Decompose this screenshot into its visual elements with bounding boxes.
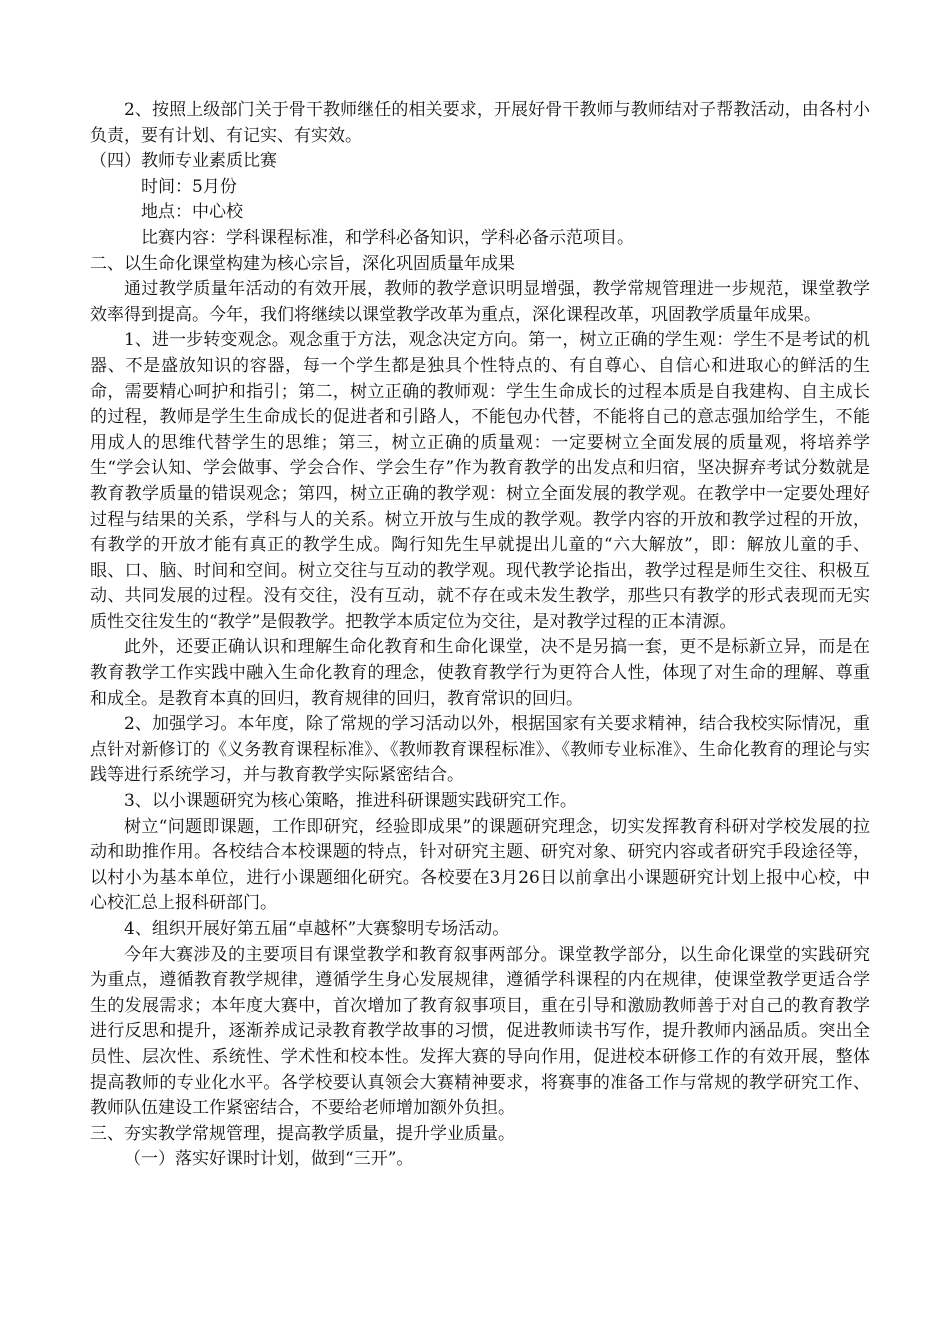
paragraph-research-concept: 树立“问题即课题，工作即研究，经验即成果”的课题研究理念，切实发挥教育科研对学校发展的拉动和助推作用。各校结合本校课题的特点，针对研究主题、研究对象、研究内容或者研究手段途径等，以村小为基本单位，进行小课题细化研究。各校要在3月26日以前拿出小课题研究计划上报中心校，中心校汇总上报科研部门。 bbox=[90, 816, 870, 914]
heading-section-three: 三、夯实教学常规管理，提高教学质量，提升学业质量。 bbox=[90, 1123, 515, 1144]
paragraph-strengthen-learning: 2、加强学习。本年度，除了常规的学习活动以外，根据国家有关要求精神，结合我校实际情况，重点针对新修订的《义务教育课程标准》、《教师教育课程标准》、《教师专业标准》、生命化教育的理论与实践等进行系统学习，并与教育教学实际紧密结合。 bbox=[90, 714, 870, 786]
competition-content: 比赛内容：学科课程标准，和学科必备知识，学科必备示范项目。 bbox=[141, 227, 634, 248]
paragraph-life-education: 此外，还要正确认识和理解生命化教育和生命化课堂，决不是另搞一套，更不是标新立异，而是在教育教学工作实践中融入生命化教育的理念，使教育教学行为更符合人性，体现了对生命的理解、尊重和成全。是教育本真的回归，教育规律的回归，教育常识的回归。 bbox=[90, 637, 870, 709]
document-page bbox=[90, 98, 870, 1173]
paragraph-small-topic-research: 3、以小课题研究为核心策略，推进科研课题实践研究工作。 bbox=[124, 791, 577, 812]
paragraph-quality-year: 通过教学质量年活动的有效开展，教师的教学意识明显增强，教学常规管理进一步规范，课堂教学效率得到提高。今年，我们将继续以课堂教学改革为重点，深化课程改革，巩固教学质量年成果。 bbox=[90, 279, 870, 325]
heading-section-two: 二、以生命化课堂构建为核心宗旨，深化巩固质量年成果 bbox=[90, 253, 515, 274]
paragraph-contest-items: 今年大赛涉及的主要项目有课堂教学和教育叙事两部分。课堂教学部分，以生命化课堂的实践研究为重点，遵循教育教学规律，遵循学生身心发展规律，遵循学科课程的内在规律，使课堂教学更适合学生的发展需求；本年度大赛中，首次增加了教育叙事项目，重在引导和激励教师善于对自己的教育教学进行反思和提升，逐渐养成记录教育教学故事的习惯，促进教师读书写作，提升教师内涵品质。突出全员性、层次性、系统性、学术性和校本性。发挥大赛的导向作用，促进校本研修工作的有效开展，整体提高教师的专业化水平。各学校要认真领会大赛精神要求，将赛事的准备工作与常规的教学研究工作、教师队伍建设工作紧密结合，不要给老师增加额外负担。 bbox=[90, 944, 870, 1119]
competition-time: 时间：5月份 bbox=[141, 176, 237, 197]
paragraph-zhuoyue-cup: 4、组织开展好第五届“卓越杯”大赛黎明专场活动。 bbox=[124, 919, 510, 939]
paragraph-change-concepts: 1、进一步转变观念。观念重于方法，观念决定方向。第一，树立正确的学生观：学生不是考试的机器、不是盛放知识的容器，每一个学生都是独具个性特点的、有自尊心、自信心和进取心的鲜活的生命，需要精心呵护和指引；第二，树立正确的教师观：学生生命成长的过程本质是自我建构、自主成长的过程，教师是学生生命成长的促进者和引路人，不能包办代替，不能将自己的意志强加给学生，不能用成人的思维代替学生的思维；第三，树立正确的质量观：一定要树立全面发展的质量观，将培养学生“学会认知、学会做事、学会合作、学会生存”作为教育教学的出发点和归宿，坚决摒弃考试分数就是教育教学质量的错误观念；第四，树立正确的教学观：树立全面发展的教学观。在教学中一定要处理好过程与结果的关系，学科与人的关系。树立开放与生成的教学观。教学内容的开放和教学过程的开放，有教学的开放才能有真正的教学生成。陶行知先生早就提出儿童的“六大解放”，即：解放儿童的手、眼、口、脑、时间和空间。树立交往与互动的教学观。现代教学论指出，教学过程是师生交往、积极互动、共同发展的过程。没有交往，没有互动，就不存在或未发生教学，那些只有教学的形式表现而无实质性交往发生的“教学”是假教学。把教学本质定位为交往，是对教学过程的正本清源。 bbox=[90, 330, 870, 632]
heading-lesson-plan: （一）落实好课时计划，做到“三开”。 bbox=[124, 1149, 414, 1170]
competition-place: 地点：中心校 bbox=[141, 202, 243, 223]
heading-teacher-competition: （四）教师专业素质比赛 bbox=[90, 151, 277, 172]
paragraph-backbone-pairing: 2、按照上级部门关于骨干教师继任的相关要求，开展好骨干教师与教师结对子帮教活动，由各村小负责，要有计划、有记实、有实效。 bbox=[90, 100, 870, 146]
